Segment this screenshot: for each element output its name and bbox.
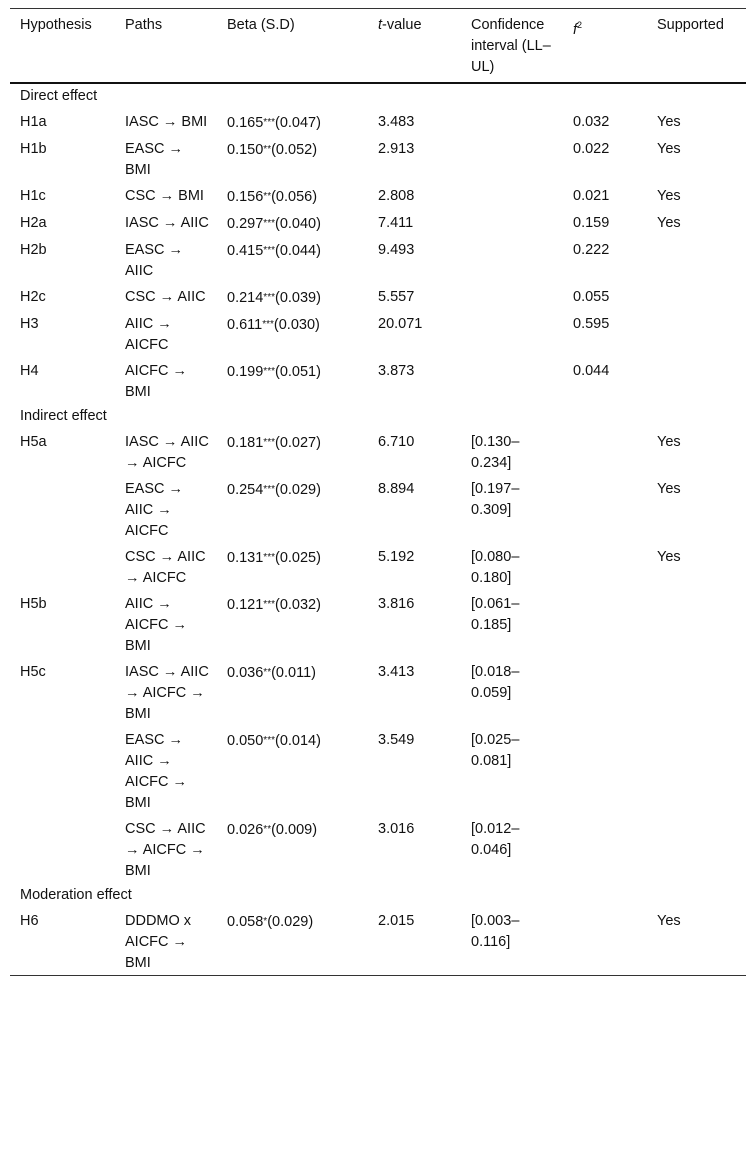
beta-value: 0.181 xyxy=(227,435,264,451)
beta-value: 0.026 xyxy=(227,822,264,838)
cell-hypothesis: H2c xyxy=(20,289,46,305)
table-row xyxy=(10,590,746,658)
cell-beta xyxy=(217,240,368,262)
sd-value: (0.011) xyxy=(271,665,316,681)
table-row xyxy=(10,310,746,357)
beta-value: 0.058 xyxy=(227,914,264,930)
significance-stars: ** xyxy=(263,824,272,835)
cell-t-value: 3.873 xyxy=(378,363,415,379)
cell-hypothesis: H5c xyxy=(20,664,46,680)
cell-beta xyxy=(217,547,368,569)
cell-path: EASC → AIIC → AICFC xyxy=(125,481,184,539)
cell-beta xyxy=(217,314,368,336)
sd-value: (0.029) xyxy=(267,914,314,930)
sd-value: (0.030) xyxy=(273,317,320,333)
header-t-value xyxy=(368,15,461,36)
table-row xyxy=(10,475,746,543)
sd-value: (0.032) xyxy=(274,597,321,613)
table-row xyxy=(10,135,746,182)
significance-stars: *** xyxy=(263,599,275,610)
cell-path: DDDMO x AICFC → BMI xyxy=(125,913,192,971)
cell-t-value: 3.816 xyxy=(378,596,415,612)
cell-path: AIIC → AICFC xyxy=(125,316,172,353)
significance-stars: *** xyxy=(263,117,275,128)
table-row xyxy=(10,108,746,135)
section-title: Direct effect xyxy=(20,88,98,104)
table-row xyxy=(10,907,746,975)
beta-value: 0.199 xyxy=(227,364,264,380)
cell-t-value: 3.549 xyxy=(378,732,415,748)
table-bottom-rule xyxy=(10,975,746,976)
table-row xyxy=(10,182,746,209)
significance-stars: ** xyxy=(263,667,272,678)
beta-value: 0.156 xyxy=(227,189,264,205)
table-row xyxy=(10,209,746,236)
beta-value: 0.214 xyxy=(227,290,264,306)
cell-confidence-interval: [0.003–0.116] xyxy=(471,913,520,950)
cell-hypothesis: H4 xyxy=(20,363,39,379)
table-row xyxy=(10,428,746,475)
section-title: Moderation effect xyxy=(20,887,132,903)
cell-t-value: 3.016 xyxy=(378,821,415,837)
sd-value: (0.052) xyxy=(271,142,318,158)
header-f-base: f xyxy=(573,21,578,38)
header-hypothesis: Hypothesis xyxy=(20,17,92,33)
table-row xyxy=(10,815,746,883)
cell-t-value: 7.411 xyxy=(378,215,414,231)
cell-beta xyxy=(217,361,368,383)
header-supported: Supported xyxy=(657,17,724,33)
cell-t-value: 5.192 xyxy=(378,549,415,565)
cell-path: CSC → AIIC → AICFC xyxy=(125,549,206,586)
cell-confidence-interval: [0.080–0.180] xyxy=(471,549,520,586)
beta-value: 0.254 xyxy=(227,482,264,498)
sd-value: (0.051) xyxy=(274,364,321,380)
cell-path: CSC → BMI xyxy=(125,188,204,204)
cell-hypothesis: H1a xyxy=(20,114,47,130)
cell-beta xyxy=(217,112,368,134)
header-paths: Paths xyxy=(125,17,163,33)
cell-path: CSC → AIIC xyxy=(125,289,206,305)
header-confidence-interval: Confidence interval (LL–UL) xyxy=(471,17,551,75)
header-t-rest: -value xyxy=(382,17,422,33)
table-row xyxy=(10,658,746,726)
cell-beta xyxy=(217,287,368,309)
sd-value: (0.027) xyxy=(274,435,321,451)
cell-f2: 0.055 xyxy=(573,289,610,305)
significance-stars: ** xyxy=(263,191,272,202)
significance-stars: *** xyxy=(263,292,275,303)
cell-path: IASC → BMI xyxy=(125,114,208,130)
cell-hypothesis: H6 xyxy=(20,913,39,929)
cell-path: AICFC → BMI xyxy=(125,363,188,400)
cell-path: IASC → AIIC → AICFC → BMI xyxy=(125,664,209,722)
cell-hypothesis: H3 xyxy=(20,316,39,332)
beta-value: 0.121 xyxy=(227,597,264,613)
cell-supported: Yes xyxy=(657,549,681,565)
significance-stars: *** xyxy=(263,484,275,495)
beta-value: 0.036 xyxy=(227,665,264,681)
cell-hypothesis: H5a xyxy=(20,434,47,450)
cell-t-value: 3.483 xyxy=(378,114,415,130)
beta-value: 0.611 xyxy=(227,317,263,333)
table-body xyxy=(10,84,746,975)
table-row xyxy=(10,236,746,283)
cell-hypothesis: H1b xyxy=(20,141,47,157)
beta-value: 0.415 xyxy=(227,243,264,259)
cell-hypothesis: H2a xyxy=(20,215,47,231)
sd-value: (0.014) xyxy=(274,733,321,749)
cell-confidence-interval: [0.130–0.234] xyxy=(471,434,520,471)
cell-confidence-interval: [0.025–0.081] xyxy=(471,732,520,769)
cell-t-value: 6.710 xyxy=(378,434,415,450)
cell-confidence-interval: [0.018–0.059] xyxy=(471,664,520,701)
cell-beta xyxy=(217,139,368,161)
cell-confidence-interval: [0.012–0.046] xyxy=(471,821,520,858)
cell-supported: Yes xyxy=(657,913,681,929)
header-f2 xyxy=(563,15,647,41)
sd-value: (0.044) xyxy=(274,243,321,259)
cell-f2: 0.032 xyxy=(573,114,610,130)
cell-path: EASC → AIIC xyxy=(125,242,184,279)
cell-supported: Yes xyxy=(657,215,681,231)
significance-stars: *** xyxy=(263,437,275,448)
beta-value: 0.165 xyxy=(227,115,264,131)
cell-t-value: 20.071 xyxy=(378,316,423,332)
cell-confidence-interval: [0.061–0.185] xyxy=(471,596,520,633)
sd-value: (0.047) xyxy=(274,115,321,131)
significance-stars: ** xyxy=(263,144,272,155)
cell-beta xyxy=(217,819,368,841)
significance-stars: *** xyxy=(263,552,275,563)
significance-stars: *** xyxy=(263,245,275,256)
cell-path: AIIC → AICFC → BMI xyxy=(125,596,188,654)
cell-f2: 0.022 xyxy=(573,141,610,157)
cell-beta xyxy=(217,213,368,235)
table-row xyxy=(10,283,746,310)
sd-value: (0.025) xyxy=(274,550,321,566)
header-beta: Beta (S.D) xyxy=(227,17,295,33)
cell-path: IASC → AIIC xyxy=(125,215,209,231)
cell-t-value: 3.413 xyxy=(378,664,415,680)
cell-beta xyxy=(217,594,368,616)
sd-value: (0.039) xyxy=(274,290,321,306)
header-f-sup: 2 xyxy=(577,20,583,30)
cell-path: EASC → BMI xyxy=(125,141,184,178)
significance-stars: *** xyxy=(263,218,275,229)
beta-value: 0.150 xyxy=(227,142,264,158)
table-header-row xyxy=(10,9,746,82)
cell-beta xyxy=(217,432,368,454)
cell-t-value: 2.015 xyxy=(378,913,415,929)
sd-value: (0.040) xyxy=(274,216,321,232)
cell-beta xyxy=(217,479,368,501)
cell-beta xyxy=(217,662,368,684)
table-row xyxy=(10,357,746,404)
results-table xyxy=(10,8,746,976)
significance-stars: *** xyxy=(263,735,275,746)
cell-t-value: 5.557 xyxy=(378,289,415,305)
cell-supported: Yes xyxy=(657,188,681,204)
cell-hypothesis: H1c xyxy=(20,188,46,204)
table-row xyxy=(10,726,746,815)
significance-stars: * xyxy=(263,916,268,927)
cell-t-value: 9.493 xyxy=(378,242,415,258)
cell-t-value: 2.808 xyxy=(378,188,415,204)
cell-supported: Yes xyxy=(657,434,681,450)
cell-path: EASC → AIIC → AICFC → BMI xyxy=(125,732,188,811)
significance-stars: *** xyxy=(263,366,275,377)
cell-confidence-interval: [0.197–0.309] xyxy=(471,481,520,518)
cell-f2: 0.044 xyxy=(573,363,610,379)
cell-t-value: 8.894 xyxy=(378,481,415,497)
section-title: Indirect effect xyxy=(20,408,107,424)
cell-supported: Yes xyxy=(657,141,681,157)
significance-stars: *** xyxy=(262,319,274,330)
table-row xyxy=(10,543,746,590)
cell-path: CSC → AIIC → AICFC → BMI xyxy=(125,821,206,879)
header-t-italic: t xyxy=(378,17,383,33)
sd-value: (0.029) xyxy=(274,482,321,498)
cell-supported: Yes xyxy=(657,114,681,130)
cell-f2: 0.159 xyxy=(573,215,610,231)
sd-value: (0.056) xyxy=(271,189,318,205)
cell-f2: 0.021 xyxy=(573,188,610,204)
cell-beta xyxy=(217,186,368,208)
cell-hypothesis: H2b xyxy=(20,242,47,258)
beta-value: 0.050 xyxy=(227,733,264,749)
cell-hypothesis: H5b xyxy=(20,596,47,612)
cell-beta xyxy=(217,911,368,933)
cell-supported: Yes xyxy=(657,481,681,497)
cell-f2: 0.222 xyxy=(573,242,610,258)
beta-value: 0.297 xyxy=(227,216,264,232)
cell-beta xyxy=(217,730,368,752)
beta-value: 0.131 xyxy=(227,550,264,566)
sd-value: (0.009) xyxy=(271,822,318,838)
cell-path: IASC → AIIC → AICFC xyxy=(125,434,209,471)
cell-t-value: 2.913 xyxy=(378,141,415,157)
cell-f2: 0.595 xyxy=(573,316,610,332)
